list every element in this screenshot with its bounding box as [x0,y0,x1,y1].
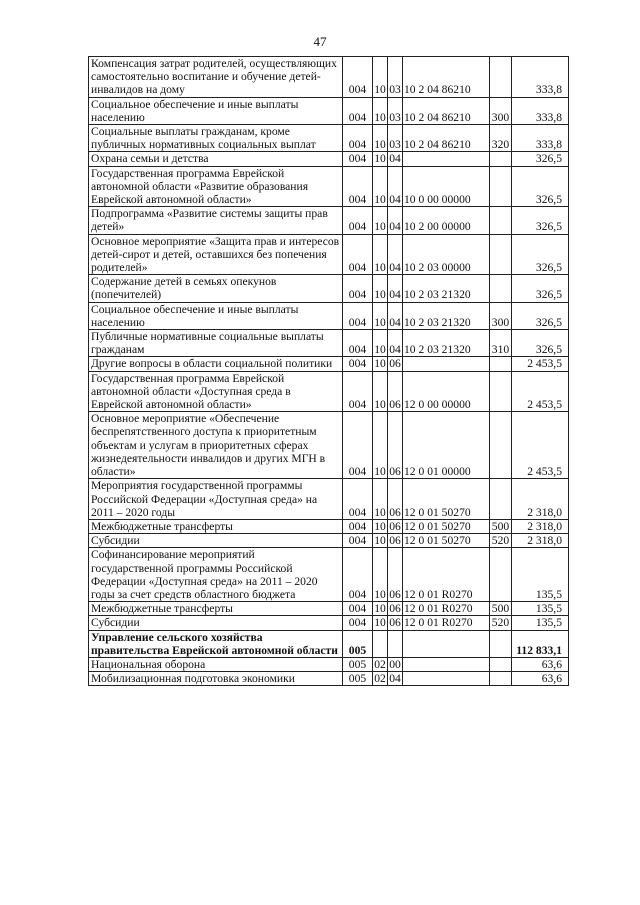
row-target-article-code: 12 0 01 R0270 [403,602,490,616]
row-target-article-code: 10 2 04 86210 [403,97,490,124]
row-target-article-code: 10 2 03 21320 [403,302,490,329]
row-target-article-code: 10 0 00 00000 [403,166,490,207]
row-amount: 2 453,5 [512,412,569,479]
row-target-article-code: 12 0 00 00000 [403,371,490,412]
row-target-article-code: 12 0 01 R0270 [403,616,490,630]
table-row [89,534,569,548]
row-subsection-code: 04 [388,302,403,329]
row-name: Основное мероприятие «Защита прав и интересов детей-сирот и детей, оставшихся без попечения родителей» [89,234,343,275]
table-row [89,330,569,357]
row-amount: 63,6 [512,672,569,686]
row-subsection-code: 04 [389,152,401,166]
row-target-article-code: 12 0 01 00000 [403,412,490,479]
table-row [89,672,569,686]
row-amount: 2 318,0 [512,519,569,533]
row-grbs-code: 004 [343,412,373,479]
table-row [89,57,569,98]
row-subsection-code: 00 [389,657,401,671]
row-amount: 326,5 [512,152,569,166]
row-expense-type-code: 520 [490,534,512,548]
row-section-code: 10 [373,330,388,357]
row-subsection-code: 06 [389,602,401,616]
row-expense-type-code [490,275,512,302]
table-row [89,152,569,166]
row-target-article-code [403,672,490,686]
row-subsection-code: 06 [389,534,401,548]
row-amount: 135,5 [512,602,569,616]
row-name: Субсидии [89,616,343,630]
row-name: Государственная программа Еврейской автономной области «Развитие образования Еврейской автономной области» [89,166,343,207]
table-row [89,657,569,671]
row-name: Социальное обеспечение и иные выплаты населению [89,302,343,329]
row-amount: 2 318,0 [512,479,569,520]
row-name: Социальное обеспечение и иные выплаты населению [89,97,343,124]
row-name: Управление сельского хозяйства правительства Еврейской автономной области [89,630,343,657]
row-amount: 326,5 [512,207,569,234]
row-grbs-code: 004 [343,234,373,275]
row-expense-type-code [490,672,512,686]
row-name: Компенсация затрат родителей, осуществляющих самостоятельно воспитание и обучение детей-инвалидов на дому [89,57,343,98]
table-row [89,302,569,329]
row-grbs-code: 004 [343,330,373,357]
row-grbs-code: 005 [343,672,373,686]
row-subsection-code: 04 [389,672,401,686]
row-grbs-code: 004 [343,207,373,234]
row-expense-type-code: 320 [490,125,512,152]
row-target-article-code: 12 0 01 R0270 [403,548,490,602]
row-section-code: 10 [374,357,386,371]
row-target-article-code [403,630,490,657]
row-name: Другие вопросы в области социальной политики [89,357,343,371]
row-section-code: 10 [374,519,386,533]
row-subsection-code: 06 [388,371,403,412]
row-subsection-code: 04 [388,207,403,234]
row-grbs-code: 004 [343,125,373,152]
row-section-code: 02 [374,672,386,686]
row-section-code: 10 [373,207,388,234]
row-expense-type-code [490,207,512,234]
row-target-article-code [403,657,490,671]
row-amount: 63,6 [512,657,569,671]
row-expense-type-code [490,152,512,166]
row-grbs-code: 004 [343,152,373,166]
budget-table [88,56,569,686]
row-grbs-code: 004 [343,302,373,329]
row-amount: 326,5 [512,275,569,302]
row-grbs-code: 004 [343,371,373,412]
row-expense-type-code: 310 [490,330,512,357]
row-subsection-code: 06 [389,357,401,371]
row-amount: 135,5 [512,616,569,630]
row-subsection-code: 06 [389,519,401,533]
row-target-article-code: 10 2 00 00000 [403,207,490,234]
table-row [89,357,569,371]
table-row [89,125,569,152]
row-grbs-code: 005 [343,630,373,657]
row-name: Государственная программа Еврейской автономной области «Доступная среда в Еврейской автономной области» [89,371,343,412]
row-amount: 2 453,5 [512,371,569,412]
row-grbs-code: 004 [343,166,373,207]
row-grbs-code: 004 [343,57,373,98]
row-section-code: 10 [373,548,388,602]
row-target-article-code: 10 2 04 86210 [403,57,490,98]
row-amount: 2 318,0 [512,534,569,548]
row-name: Публичные нормативные социальные выплаты гражданам [89,330,343,357]
row-subsection-code: 06 [388,412,403,479]
row-grbs-code: 004 [343,97,373,124]
row-amount: 333,8 [512,125,569,152]
row-subsection-code: 03 [388,57,403,98]
row-name: Мероприятия государственной программы Российской Федерации «Доступная среда» на 2011 – 2020 годы [89,479,343,520]
row-expense-type-code [490,357,512,371]
row-amount: 333,8 [512,57,569,98]
row-name: Мобилизационная подготовка экономики [89,672,343,686]
row-section-code: 10 [373,234,388,275]
row-name: Социальные выплаты гражданам, кроме публичных нормативных социальных выплат [89,125,343,152]
table-row [89,207,569,234]
table-row [89,166,569,207]
row-expense-type-code [490,548,512,602]
table-row [89,371,569,412]
row-name: Содержание детей в семьях опекунов (попечителей) [89,275,343,302]
row-expense-type-code: 500 [490,519,512,533]
row-subsection-code [388,630,403,657]
table-row [89,412,569,479]
row-subsection-code: 03 [388,97,403,124]
row-target-article-code: 10 2 03 21320 [403,330,490,357]
row-expense-type-code: 300 [490,97,512,124]
row-target-article-code: 10 2 03 00000 [403,234,490,275]
row-subsection-code: 04 [388,166,403,207]
row-amount: 326,5 [512,330,569,357]
row-amount: 326,5 [512,302,569,329]
row-amount: 112 833,1 [512,630,569,657]
row-section-code: 10 [373,97,388,124]
row-section-code: 10 [374,602,386,616]
table-row [89,630,569,657]
row-target-article-code: 12 0 01 50270 [403,479,490,520]
row-target-article-code: 10 2 03 21320 [403,275,490,302]
table-row [89,234,569,275]
row-section-code: 10 [373,302,388,329]
row-grbs-code: 004 [343,602,373,616]
row-name: Межбюджетные трансферты [89,602,343,616]
row-grbs-code: 004 [343,548,373,602]
row-expense-type-code: 500 [490,602,512,616]
row-subsection-code: 04 [388,275,403,302]
row-expense-type-code [490,234,512,275]
row-expense-type-code [490,371,512,412]
row-section-code: 02 [374,657,386,671]
row-section-code: 10 [374,152,386,166]
table-row [89,275,569,302]
row-amount: 326,5 [512,234,569,275]
row-grbs-code: 004 [343,479,373,520]
row-expense-type-code [490,412,512,479]
row-target-article-code: 12 0 01 50270 [403,519,490,533]
row-section-code: 10 [374,616,386,630]
row-grbs-code: 004 [343,534,373,548]
row-name: Софинансирование мероприятий государственной программы Российской Федерации «Доступная среда» на 2011 – 2020 годы за счет средств областного бюджета [89,548,343,602]
row-subsection-code: 06 [388,479,403,520]
row-name: Основное мероприятие «Обеспечение беспрепятственного доступа к приоритетным объектам и услугам в приоритетных сферах жизнедеятельности инвалидов и других МГН в области» [89,412,343,479]
row-expense-type-code [490,657,512,671]
row-section-code: 10 [373,57,388,98]
row-subsection-code: 06 [389,616,401,630]
row-section-code [373,630,388,657]
row-grbs-code: 004 [343,519,373,533]
row-subsection-code: 03 [388,125,403,152]
row-amount: 326,5 [512,166,569,207]
table-row [89,616,569,630]
row-subsection-code: 06 [388,548,403,602]
row-grbs-code: 005 [343,657,373,671]
table-row [89,602,569,616]
row-expense-type-code [490,166,512,207]
row-amount: 2 453,5 [512,357,569,371]
row-subsection-code: 04 [388,234,403,275]
row-expense-type-code: 520 [490,616,512,630]
table-row [89,548,569,602]
row-name: Национальная оборона [89,657,343,671]
row-section-code: 10 [373,125,388,152]
table-row [89,97,569,124]
row-expense-type-code [490,57,512,98]
row-name: Подпрограмма «Развитие системы защиты прав детей» [89,207,343,234]
table-row [89,479,569,520]
row-section-code: 10 [373,166,388,207]
budget-table-body [89,57,569,686]
row-target-article-code [403,357,490,371]
row-grbs-code: 004 [343,357,373,371]
row-section-code: 10 [373,412,388,479]
row-grbs-code: 004 [343,616,373,630]
row-expense-type-code: 300 [490,302,512,329]
row-target-article-code: 10 2 04 86210 [403,125,490,152]
row-expense-type-code [490,479,512,520]
row-name: Межбюджетные трансферты [89,519,343,533]
row-section-code: 10 [373,479,388,520]
row-amount: 333,8 [512,97,569,124]
row-section-code: 10 [373,275,388,302]
row-expense-type-code [490,630,512,657]
row-name: Охрана семьи и детства [89,152,343,166]
row-grbs-code: 004 [343,275,373,302]
row-target-article-code [403,152,490,166]
page-number: 47 [313,34,327,49]
row-subsection-code: 04 [388,330,403,357]
row-amount: 135,5 [512,548,569,602]
row-target-article-code: 12 0 01 50270 [403,534,490,548]
row-section-code: 10 [374,534,386,548]
row-name: Субсидии [89,534,343,548]
table-row [89,519,569,533]
row-section-code: 10 [373,371,388,412]
